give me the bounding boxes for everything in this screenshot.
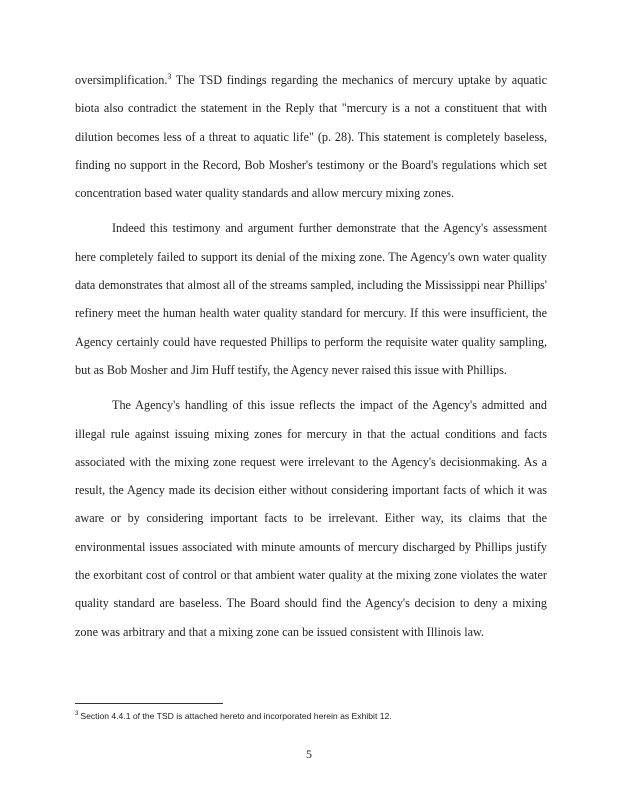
- paragraph-1-start: oversimplification.: [75, 73, 168, 87]
- footnote-reference: 3: [167, 71, 172, 81]
- page-number: 5: [306, 747, 312, 761]
- footnote-mark: 3: [75, 711, 79, 718]
- paragraph-1-rest: The TSD findings regarding the mechanics of mercury uptake by aquatic biota also contradict the statement in the Reply that "mercury is a not a constituent that with dilution becomes less of a threat to aquatic life" (p. 28). This statement is completely baseless, finding no support in the Record, Bob Mosher's testimony or the Board's regulations which set concentration based water quality standards and allow mercury mixing zones.: [75, 73, 547, 201]
- footnote-divider: [75, 703, 223, 704]
- paragraph-2: Indeed this testimony and argument further demonstrate that the Agency's assessment here completely failed to support its denial of the mixing zone. The Agency's own water quality data demonstrates that almost all of the streams sampled, including the Mississippi near Phillips' refinery meet the human health water quality standard for mercury. If this were insufficient, the Agency certainly could have requested Phillips to perform the requisite water quality sampling, but as Bob Mosher and Jim Huff testify, the Agency never raised this issue with Phillips.: [75, 221, 547, 377]
- paragraph-3: The Agency's handling of this issue reflects the impact of the Agency's admitted and illegal rule against issuing mixing zones for mercury in that the actual conditions and facts associated with the mixing zone request were irrelevant to the Agency's decisionmaking. As a result, the Agency made its decision either without considering important facts of which it was aware or by considering important facts to be irrelevant. Either way, its claims that the environmental issues associated with minute amounts of mercury discharged by Phillips justify the exorbitant cost of control or that ambient water quality at the mixing zone violates the water quality standard are baseless. The Board should find the Agency's decision to deny a mixing zone was arbitrary and that a mixing zone can be issued consistent with Illinois law.: [75, 398, 547, 639]
- footnote-text: Section 4.4.1 of the TSD is attached hereto and incorporated herein as Exhibit 12.: [80, 711, 392, 721]
- footnote: [75, 710, 555, 722]
- paragraph-1: [75, 66, 547, 207]
- body-text: [75, 66, 547, 646]
